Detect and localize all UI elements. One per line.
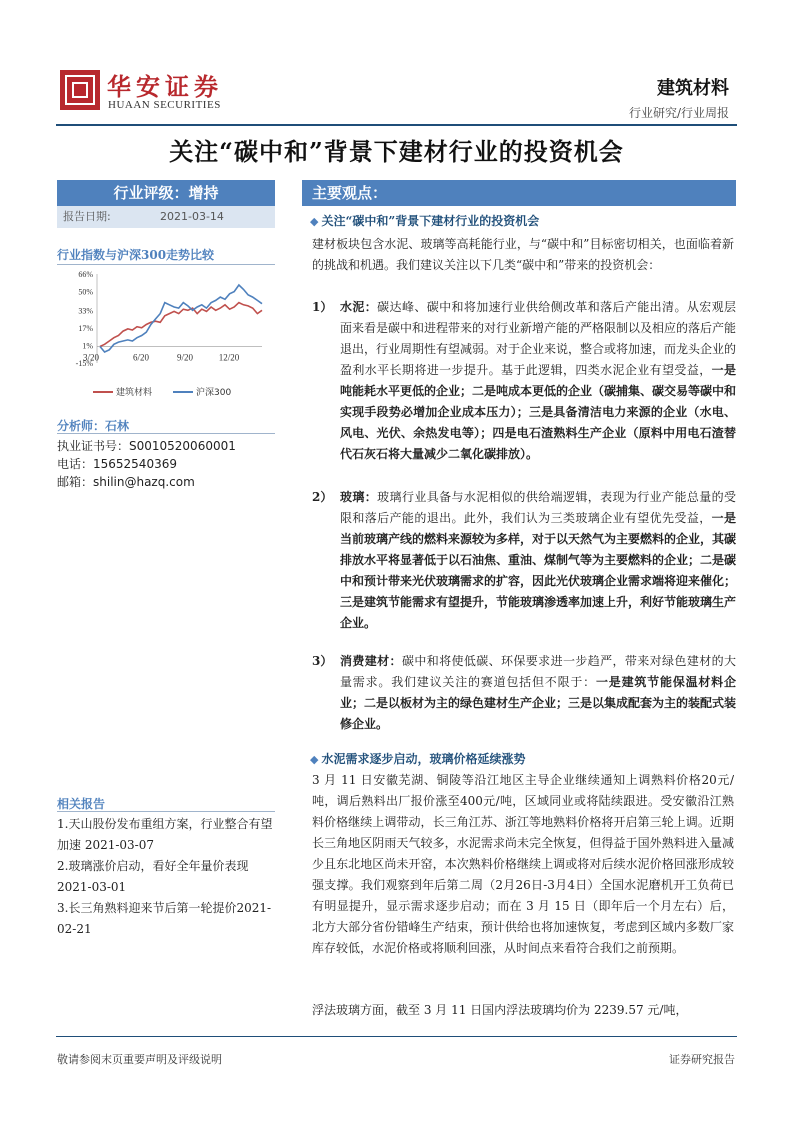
series-line — [100, 285, 262, 352]
analyst-phone: 电话：15652540369 — [57, 457, 177, 471]
legend-label: 沪深300 — [196, 388, 232, 398]
analyst-email: 邮箱：shilin@hazq.com — [57, 475, 195, 489]
sector-label: 建筑材料 — [657, 78, 729, 99]
logo-mark — [60, 70, 100, 110]
y-tick-label: 1% — [82, 341, 93, 351]
item-glass — [312, 487, 736, 634]
logo-english: HUAAN SECURITIES — [108, 99, 221, 111]
x-tick-label: 9/20 — [176, 352, 194, 363]
analyst-divider — [57, 433, 275, 434]
y-tick-label: 33% — [78, 306, 93, 316]
main-views-banner — [302, 180, 736, 206]
item-consumer-materials — [312, 651, 736, 735]
item-number: 1） — [312, 300, 333, 314]
report-type: 行业研究/行业周报 — [628, 106, 729, 120]
logo-chinese: 华安证券 — [107, 72, 223, 101]
item-text: 碳中和将使低碳、环保要求进一步趋严，带来对绿色建材的大量需求。我们建议关注的赛道包括但不限于： — [340, 654, 736, 689]
item-number: 3） — [312, 654, 333, 668]
diamond-icon: ◆ — [310, 753, 319, 766]
y-tick-label: 66% — [78, 270, 93, 279]
header-divider — [56, 124, 737, 126]
item-bold: 一是建筑节能保温材料企业；二是以板材为主的绿色建材生产企业；三是以集成配套为主的装配式装修企业。 — [340, 675, 737, 731]
index-comparison-chart — [57, 266, 275, 406]
item-head: 玻璃： — [340, 490, 378, 504]
main-views-label: 主要观点： — [312, 184, 388, 202]
y-tick-label: 17% — [78, 323, 93, 333]
related-report-1[interactable]: 1.天山股份发布重组方案，行业整合有望加速 2021-03-07 — [57, 817, 273, 852]
report-date-row — [57, 206, 275, 228]
item-head: 水泥： — [340, 300, 378, 314]
y-tick-label: -15% — [75, 359, 93, 368]
related-report-3[interactable]: 3.长三角熟料迎来节后第一轮提价2021-02-21 — [57, 901, 272, 936]
analyst-heading: 分析师：石林 — [57, 419, 130, 433]
item-cement — [312, 297, 736, 465]
chart-title-divider — [57, 264, 275, 265]
analyst-license: 执业证书号：S0010520060001 — [57, 439, 236, 453]
legend-label: 建筑材料 — [116, 388, 153, 398]
date-value: 2021-03-14 — [160, 210, 224, 223]
footer-label: 证券研究报告 — [669, 1053, 735, 1066]
rating-banner: 行业评级：增持 — [57, 180, 275, 206]
y-tick-label: 50% — [78, 287, 93, 297]
section-2-text: 3 月 11 日安徽芜湖、铜陵等沿江地区主导企业继续通知上调熟料价格20元/吨，调后熟料出厂报价涨至400元/吨，区域同业或将陆续跟进。受安徽沿江熟料价格继续上调带动，长三角江苏、浙江等地熟料价格将开启第三轮上调。近期长三角地区阴雨天气较多，水泥需求尚未完全恢复，但得益于国外熟料进入量减少且东北地区尚未开窑，本次熟料价格继续上调或将对后续水泥价格回涨形成较强支撑。我们观察到年后第二周（2月26日-3月4日）全国水泥磨机开工负荷已有明显提升，显示需求逐步启动；而在 3 月 15 日（即年后一个月左右）后，北方大部分省份错峰生产结束，预计供给也将加速恢复，考虑到区域内多数厂家库存较低，水泥价格或将顺利回涨，从时间点来看符合我们之前预期。 — [312, 773, 734, 955]
page-title: 关注“碳中和”背景下建材行业的投资机会 — [169, 137, 624, 166]
related-heading: 相关报告 — [57, 797, 106, 811]
x-tick-label: 3/20 — [82, 352, 100, 363]
item-text: 碳达峰、碳中和将加速行业供给侧改革和落后产能出清。从宏观层面来看是碳中和进程带来的对行业新增产能的严格限制以及相应的落后产能退出，行业周期性有望减弱。对于企业来说，整合或将加速，而龙头企业的盈利水平长期将进一步提升。基于此逻辑，四类水泥企业有望受益， — [340, 300, 737, 377]
footer-disclaimer: 敬请参阅末页重要声明及评级说明 — [57, 1053, 222, 1066]
footer-divider — [56, 1036, 737, 1037]
section-1-intro: 建材板块包含水泥、玻璃等高耗能行业，与“碳中和”目标密切相关，也面临着新的挑战和机遇。我们建议关注以下几类“碳中和”带来的投资机会： — [312, 237, 734, 272]
related-divider — [57, 811, 275, 812]
chart-title: 行业指数与沪深300走势比较 — [57, 248, 215, 262]
item-bold: 一是当前玻璃产线的燃料来源较为多样，对于以天然气为主要燃料的企业，其碳排放水平将显著低于以石油焦、重油、煤制气等为主要燃料的企业；二是碳中和预计带来光伏玻璃需求的扩容，因此光伏玻璃企业需求端将迎来催化；三是建筑节能需求有望提升，节能玻璃渗透率加速上升，利好节能玻璃生产企业。 — [340, 511, 737, 630]
related-report-2[interactable]: 2.玻璃涨价启动，看好全年量价表现2021-03-01 — [57, 859, 249, 894]
section-2-text-continued: 浮法玻璃方面，截至 3 月 11 日国内浮法玻璃均价为 2239.57 元/吨， — [312, 1003, 688, 1017]
date-label: 报告日期: — [63, 210, 111, 223]
item-text: 玻璃行业具备与水泥相似的供给端逻辑，表现为行业产能总量的受限和落后产能的退出。此外，我们认为三类玻璃企业有望优先受益， — [340, 490, 736, 525]
diamond-icon: ◆ — [310, 215, 319, 228]
section-2-title: ◆ 水泥需求逐步启动，玻璃价格延续涨势 — [310, 752, 526, 766]
item-bold: 一是吨能耗水平更低的企业；二是吨成本更低的企业（碳捕集、碳交易等碳中和实现手段势必增加企业成本压力）；三是具备清洁电力来源的企业（水电、风电、光伏、余热发电等）；四是电石渣熟料生产企业（原料中用电石渣替代石灰石将大量减少二氧化碳排放）。 — [340, 363, 737, 461]
item-head: 消费建材： — [340, 654, 402, 668]
x-tick-label: 12/20 — [218, 352, 240, 363]
item-number: 2） — [312, 490, 333, 504]
section-1-title: ◆ 关注“碳中和”背景下建材行业的投资机会 — [310, 214, 540, 228]
x-tick-label: 6/20 — [132, 352, 150, 363]
